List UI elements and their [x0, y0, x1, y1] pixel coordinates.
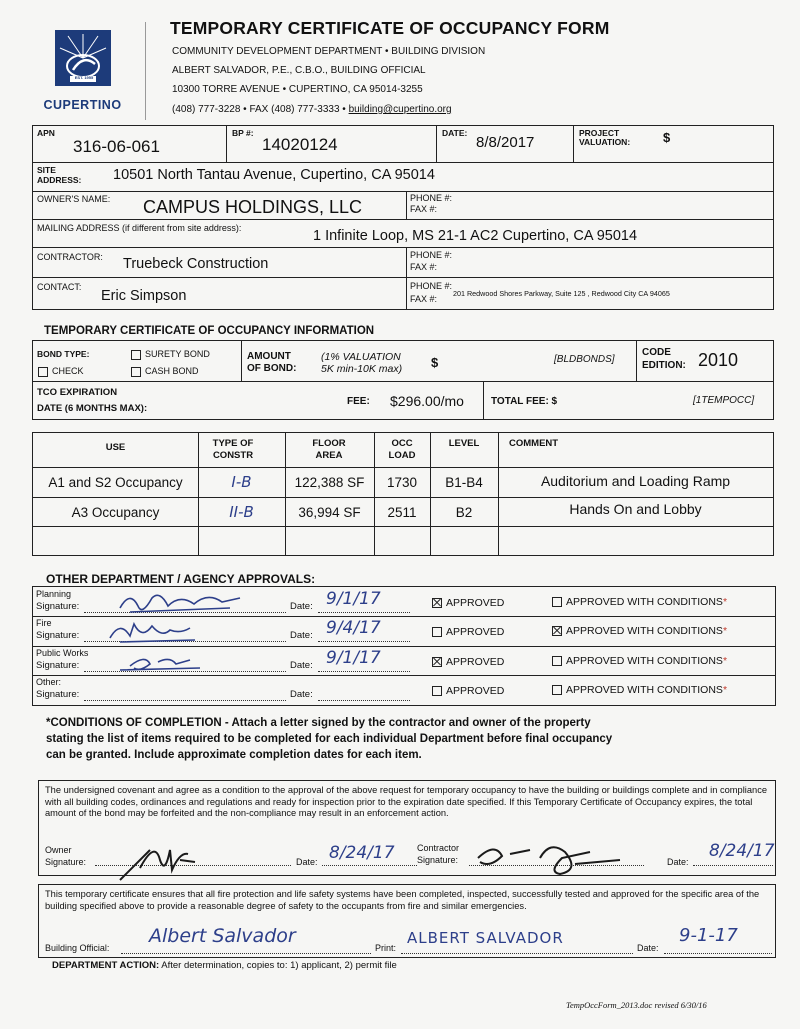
contact-fax-label: FAX #: [410, 294, 438, 304]
apn-value: 316-06-061 [73, 137, 160, 156]
table-row-2-load: 2511 [387, 505, 417, 520]
contractor-cell [33, 247, 406, 277]
project-info-box [32, 125, 774, 310]
contractor-value: Truebeck Construction [123, 256, 269, 272]
conditions-option[interactable] [552, 685, 727, 695]
bond-type-cell [33, 341, 241, 381]
conditions-lead: *CONDITIONS OF COMPLETION [46, 717, 222, 729]
contact-phone-label: PHONE #: [410, 281, 453, 291]
date-cell [436, 126, 573, 162]
department-action-text: After determination, copies to: 1) applicant, 2) permit file [161, 960, 397, 971]
conditions-option[interactable] [552, 656, 727, 666]
site-address-cell [33, 162, 773, 191]
approval-dept-label: Public Works [36, 648, 89, 658]
use-table [32, 432, 774, 556]
official-text: This temporary certificate ensures that all fire protection and life safety systems have been completed, inspected, successfully tested and approved for the specific area of the building specified above to provide a reasonable degree of safety to the occupants from fire and similar emergencies. [45, 889, 760, 911]
approved-checkbox[interactable] [432, 598, 442, 608]
cash-label: CASH BOND [145, 366, 199, 376]
check-checkbox[interactable] [38, 367, 48, 377]
header-level: LEVEL [448, 438, 480, 449]
code-edition-value: 2010 [698, 350, 739, 370]
apn-cell [33, 126, 226, 162]
check-label: CHECK [52, 366, 84, 376]
cash-checkbox[interactable] [131, 367, 141, 377]
date-value: 8/8/2017 [476, 134, 535, 151]
header-type: TYPE OF CONSTR [212, 438, 254, 461]
bond-type-label: BOND TYPE: [37, 349, 90, 359]
owner-value: CAMPUS HOLDINGS, LLC [143, 197, 363, 217]
approval-dept-label: Planning [36, 589, 72, 599]
approved-label: APPROVED [446, 656, 505, 668]
conditions-text [46, 715, 766, 763]
surety-label: SURETY BOND [145, 349, 210, 359]
conditions-asterisk: * [722, 684, 728, 696]
header-line-1: COMMUNITY DEVELOPMENT DEPARTMENT • BUILDING DIVISION [172, 46, 486, 57]
official-box [38, 884, 776, 958]
header-contact [172, 104, 452, 115]
approved-option[interactable] [432, 627, 504, 637]
check-option[interactable] [38, 366, 84, 377]
contractor-phone-cell [406, 247, 766, 277]
mailing-value: 1 Infinite Loop, MS 21-1 AC2 Cupertino, CA 95014 [313, 228, 638, 244]
conditions-checkbox[interactable] [552, 685, 562, 695]
fee-value: $296.00/mo [390, 393, 464, 409]
amount-symbol: $ [431, 355, 439, 370]
approval-date-value: 9/1/17 [326, 589, 381, 609]
approved-checkbox[interactable] [432, 686, 442, 696]
valuation-cell [573, 126, 773, 162]
owner-cell [33, 191, 406, 219]
tempocc-code: [1TEMPOCC] [693, 395, 755, 406]
cash-option[interactable] [131, 366, 199, 377]
owner-sig-label-1: Owner [45, 845, 72, 855]
table-row-1-level: B1-B4 [445, 475, 483, 490]
covenant-text: The undersigned covenant and agree as a condition to the approval of the above request for temporary occupancy to have the building or buildings complete and in compliance with all building codes, ordinances and regulations and ready for inspection prior to the expiration date specified. If this Temporary Certificate of Occupancy expires, the total amount of the bond may be forfeited and the non-compliance may result in an enforcement action. [45, 785, 768, 818]
contractor-sig-label-2: Signature: [417, 855, 459, 865]
owner-label: OWNER'S NAME: [37, 194, 111, 204]
conditions-text-3: can be granted. Include approximate completion dates for each item. [46, 749, 422, 761]
amount-note-2: 5K min-10K max) [321, 363, 403, 375]
approval-date-line[interactable] [318, 690, 410, 701]
conditions-option[interactable] [552, 626, 727, 636]
contact-value: Eric Simpson [101, 288, 187, 304]
contractor-signature-icon [470, 828, 630, 888]
approval-signature-label: Signature: [36, 689, 80, 700]
contractor-label: CONTRACTOR: [37, 252, 103, 262]
table-row-2-area: 36,994 SF [298, 505, 361, 520]
amount-label-1: AMOUNT [247, 351, 291, 362]
conditions-asterisk: * [722, 625, 728, 637]
form-title: TEMPORARY CERTIFICATE OF OCCUPANCY FORM [170, 18, 610, 38]
header-divider [145, 22, 146, 120]
conditions-asterisk: * [722, 655, 728, 667]
approval-signature-icon [90, 646, 260, 678]
owner-phone-cell [406, 191, 766, 219]
owner-date-value: 8/24/17 [329, 843, 395, 863]
table-row-1-load: 1730 [386, 475, 418, 490]
header-floor-area: FLOOR AREA [312, 438, 346, 461]
approval-dept-label: Other: [36, 677, 62, 687]
apn-label: APN [37, 128, 55, 138]
official-date-label: Date: [637, 943, 659, 953]
conditions-checkbox[interactable] [552, 626, 562, 636]
revision-note: TempOccForm_2013.doc revised 6/30/16 [566, 1000, 707, 1010]
header-occ-load: OCC LOAD [388, 438, 416, 461]
approved-label: APPROVED [446, 685, 505, 697]
approved-checkbox[interactable] [432, 657, 442, 667]
conditions-label: APPROVED WITH CONDITIONS [566, 655, 723, 667]
approval-date-value: 9/1/17 [326, 648, 381, 668]
owner-fax-label: FAX #: [410, 204, 438, 214]
expiration-label-1: TCO EXPIRATION [37, 387, 118, 398]
approval-signature-line[interactable] [84, 690, 286, 701]
bp-value: 14020124 [262, 135, 338, 154]
table-row-1-area: 122,388 SF [294, 475, 365, 490]
mailing-label: MAILING ADDRESS (if different from site address): [37, 223, 242, 233]
approvals-section-title: OTHER DEPARTMENT / AGENCY APPROVALS: [46, 572, 316, 586]
conditions-label: APPROVED WITH CONDITIONS [566, 684, 723, 696]
conditions-label: APPROVED WITH CONDITIONS [566, 596, 723, 608]
code-label-2: EDITION: [642, 360, 686, 371]
approval-dept-label: Fire [36, 618, 52, 628]
conditions-checkbox[interactable] [552, 597, 562, 607]
building-official-label: Building Official: [45, 943, 110, 953]
code-label-1: CODE [642, 347, 671, 358]
amount-label-2: OF BOND: [247, 363, 297, 374]
amount-note-1: (1% VALUATION [321, 351, 401, 363]
tco-section-title: TEMPORARY CERTIFICATE OF OCCUPANCY INFORMATION [44, 325, 375, 337]
surety-checkbox[interactable] [131, 350, 141, 360]
department-action [52, 960, 397, 971]
fee-cell [333, 381, 483, 419]
conditions-option[interactable] [552, 597, 727, 607]
contact-phone-cell [406, 277, 772, 309]
contact-label: CONTACT: [37, 282, 82, 292]
conditions-label: APPROVED WITH CONDITIONS [566, 625, 723, 637]
phone-fax-text: (408) 777-3228 • FAX (408) 777-3333 • [172, 104, 346, 115]
contact-address-value: 201 Redwood Shores Parkway, Suite 125 , Redwood City CA 94065 [453, 289, 670, 298]
header-use: USE [105, 442, 126, 453]
contractor-phone-label: PHONE #: [410, 250, 453, 260]
approved-label: APPROVED [446, 597, 505, 609]
contact-cell [33, 277, 406, 309]
approved-option[interactable] [432, 598, 504, 608]
department-action-label: DEPARTMENT ACTION: [52, 960, 160, 971]
site-address-value: 10501 North Tantau Avenue, Cupertino, CA 95014 [113, 167, 435, 183]
email-link[interactable]: building@cupertino.org [348, 104, 452, 115]
approved-checkbox[interactable] [432, 627, 442, 637]
site-label-2: ADDRESS: [37, 175, 82, 185]
total-fee-cell [483, 381, 773, 419]
logo-sub: EST. 1955 [74, 75, 94, 80]
site-label-1: SITE [37, 165, 56, 175]
expiration-label-2: DATE (6 MONTHS MAX): [37, 403, 148, 414]
owner-date-label: Date: [296, 857, 318, 867]
approval-date-label: Date: [290, 601, 313, 612]
table-row-1-comment: Auditorium and Loading Ramp [540, 473, 731, 489]
approval-signature-label: Signature: [36, 660, 80, 671]
tco-info-box [32, 340, 774, 420]
owner-phone-label: PHONE #: [410, 193, 453, 203]
official-date-value: 9-1-17 [679, 925, 738, 946]
bp-cell [226, 126, 436, 162]
approval-signature-label: Signature: [36, 601, 80, 612]
surety-option[interactable] [131, 349, 210, 360]
fee-label: FEE: [347, 396, 370, 407]
table-row-1-use: A1 and S2 Occupancy [48, 475, 183, 490]
contractor-date-label: Date: [667, 857, 689, 867]
print-label: Print: [375, 943, 397, 953]
approval-date-value: 9/4/17 [326, 618, 381, 638]
table-row-2-type: II-B [229, 503, 254, 521]
bp-label: BP #: [232, 128, 254, 138]
owner-sig-label-2: Signature: [45, 857, 87, 867]
approved-option[interactable] [432, 686, 504, 696]
table-row-2-level: B2 [455, 505, 473, 520]
contractor-fax-label: FAX #: [410, 262, 438, 272]
official-signature: Albert Salvador [149, 925, 296, 947]
approved-option[interactable] [432, 657, 504, 667]
valuation-symbol: $ [663, 130, 671, 145]
approval-date-label: Date: [290, 660, 313, 671]
city-logo [40, 28, 125, 120]
approved-label: APPROVED [446, 626, 505, 638]
print-name: ALBERT SALVADOR [407, 929, 564, 947]
header-line-3: 10300 TORRE AVENUE • CUPERTINO, CA 95014-3255 [172, 84, 423, 95]
table-row-2-comment: Hands On and Lobby [569, 501, 702, 517]
mailing-cell [33, 219, 773, 247]
conditions-asterisk: * [722, 596, 728, 608]
header-comment: COMMENT [509, 438, 559, 449]
conditions-text-1: - Attach a letter signed by the contractor and owner of the property [221, 717, 591, 729]
code-edition-cell [636, 341, 773, 381]
contractor-sig-label-1: Contractor [417, 843, 460, 853]
table-row-2-use: A3 Occupancy [71, 505, 160, 520]
owner-signature-icon [110, 830, 200, 890]
approval-signature-label: Signature: [36, 630, 80, 641]
expiration-cell [33, 381, 333, 419]
contractor-date-value: 8/24/17 [709, 841, 775, 861]
conditions-checkbox[interactable] [552, 656, 562, 666]
conditions-text-2: stating the list of items required to be completed for each individual Department before final occupancy [46, 733, 613, 745]
approval-date-label: Date: [290, 689, 313, 700]
header-line-2: ALBERT SALVADOR, P.E., C.B.O., BUILDING OFFICIAL [172, 65, 426, 76]
total-fee-label: TOTAL FEE: $ [491, 396, 558, 407]
approval-date-label: Date: [290, 630, 313, 641]
logo-text: CUPERTINO [43, 98, 122, 112]
valuation-label: PROJECT VALUATION: [579, 128, 631, 147]
table-row-1-type: I-B [231, 473, 252, 491]
bldbonds-code: [BLDBONDS] [554, 354, 615, 365]
approval-signature-icon [90, 614, 260, 646]
bond-amount-cell [241, 341, 636, 381]
date-label: DATE: [442, 128, 468, 138]
